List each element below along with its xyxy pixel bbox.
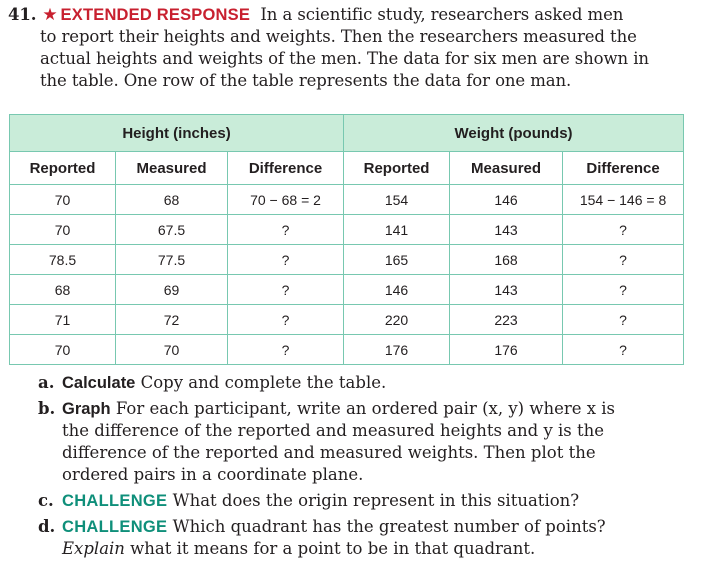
star-icon: ★ — [42, 5, 58, 25]
table-cell: ? — [228, 215, 344, 245]
part-b-line-1: For each participant, write an ordered pair (x, y) where x is — [115, 399, 616, 418]
table-cell: 78.5 — [10, 245, 116, 275]
table-cell: 69 — [116, 275, 228, 305]
part-b-letter: b. — [38, 399, 56, 418]
part-b-line-4: ordered pairs in a coordinate plane. — [62, 465, 364, 484]
table-cell: 154 — [344, 185, 450, 215]
table-cell: 146 — [344, 275, 450, 305]
table-cell: ? — [228, 275, 344, 305]
part-c-letter: c. — [38, 491, 54, 510]
col-weight-difference: Difference — [563, 152, 684, 185]
part-d-explain: Explain — [62, 539, 125, 558]
question-intro — [8, 4, 698, 92]
intro-line-4: the table. One row of the table represents the data for one man. — [40, 71, 572, 90]
table-cell: 168 — [450, 245, 563, 275]
part-a — [38, 372, 678, 394]
intro-text-1: In a scientific study, researchers asked men — [260, 5, 624, 24]
table-cell: 77.5 — [116, 245, 228, 275]
part-d-line-2: what it means for a point to be in that quadrant. — [124, 539, 536, 558]
part-c-text: What does the origin represent in this situation? — [172, 491, 580, 510]
table-cell: ? — [563, 275, 684, 305]
part-d-keyword: CHALLENGE — [62, 518, 168, 536]
table-cell: 72 — [116, 305, 228, 335]
group-header-row — [10, 115, 684, 152]
part-b-line-3: difference of the reported and measured weights. Then plot the — [62, 443, 596, 462]
table-cell: 146 — [450, 185, 563, 215]
intro-line-2: to report their heights and weights. Then the researchers measured the — [40, 27, 637, 46]
col-weight-reported: Reported — [344, 152, 450, 185]
table-cell: 70 — [10, 215, 116, 245]
table-cell: 70 − 68 = 2 — [228, 185, 344, 215]
part-d-line-1: Which quadrant has the greatest number of points? — [172, 517, 606, 536]
table-cell: 223 — [450, 305, 563, 335]
table-cell: 68 — [116, 185, 228, 215]
table-row — [10, 215, 684, 245]
part-c — [38, 490, 678, 512]
table-cell: 70 — [10, 335, 116, 365]
table-cell: 67.5 — [116, 215, 228, 245]
table-row — [10, 275, 684, 305]
part-d-letter: d. — [38, 517, 56, 536]
table-cell: 220 — [344, 305, 450, 335]
data-table — [9, 114, 684, 365]
column-header-row — [10, 152, 684, 185]
weight-group-header: Weight (pounds) — [344, 115, 684, 152]
table-cell: ? — [563, 305, 684, 335]
table-cell: ? — [228, 305, 344, 335]
col-weight-measured: Measured — [450, 152, 563, 185]
part-a-keyword: Calculate — [62, 374, 136, 392]
table-row — [10, 305, 684, 335]
table-cell: 143 — [450, 215, 563, 245]
table-cell: 71 — [10, 305, 116, 335]
intro-line-1 — [8, 4, 698, 26]
part-a-text: Copy and complete the table. — [140, 373, 387, 392]
col-height-difference: Difference — [228, 152, 344, 185]
table-cell: ? — [563, 335, 684, 365]
table-cell: 176 — [450, 335, 563, 365]
table-cell: 70 — [10, 185, 116, 215]
extended-response-label: EXTENDED RESPONSE — [60, 6, 251, 24]
part-c-keyword: CHALLENGE — [62, 492, 168, 510]
col-height-reported: Reported — [10, 152, 116, 185]
question-parts — [38, 372, 678, 564]
table-row — [10, 245, 684, 275]
table-cell: ? — [228, 335, 344, 365]
table-cell: 70 — [116, 335, 228, 365]
height-group-header: Height (inches) — [10, 115, 344, 152]
part-b — [38, 398, 678, 486]
part-b-keyword: Graph — [62, 400, 111, 418]
part-b-line-2: the difference of the reported and measured heights and y is the — [62, 421, 605, 440]
intro-line-3: actual heights and weights of the men. The data for six men are shown in — [40, 49, 649, 68]
table-cell: 141 — [344, 215, 450, 245]
table-cell: ? — [228, 245, 344, 275]
table-row — [10, 335, 684, 365]
table-cell: 68 — [10, 275, 116, 305]
question-number: 41. — [8, 5, 37, 24]
table-cell: ? — [563, 245, 684, 275]
table-cell: 154 − 146 = 8 — [563, 185, 684, 215]
table-row — [10, 185, 684, 215]
table-cell: ? — [563, 215, 684, 245]
table-cell: 165 — [344, 245, 450, 275]
part-a-letter: a. — [38, 373, 55, 392]
table-cell: 143 — [450, 275, 563, 305]
part-d — [38, 516, 678, 560]
col-height-measured: Measured — [116, 152, 228, 185]
table-cell: 176 — [344, 335, 450, 365]
